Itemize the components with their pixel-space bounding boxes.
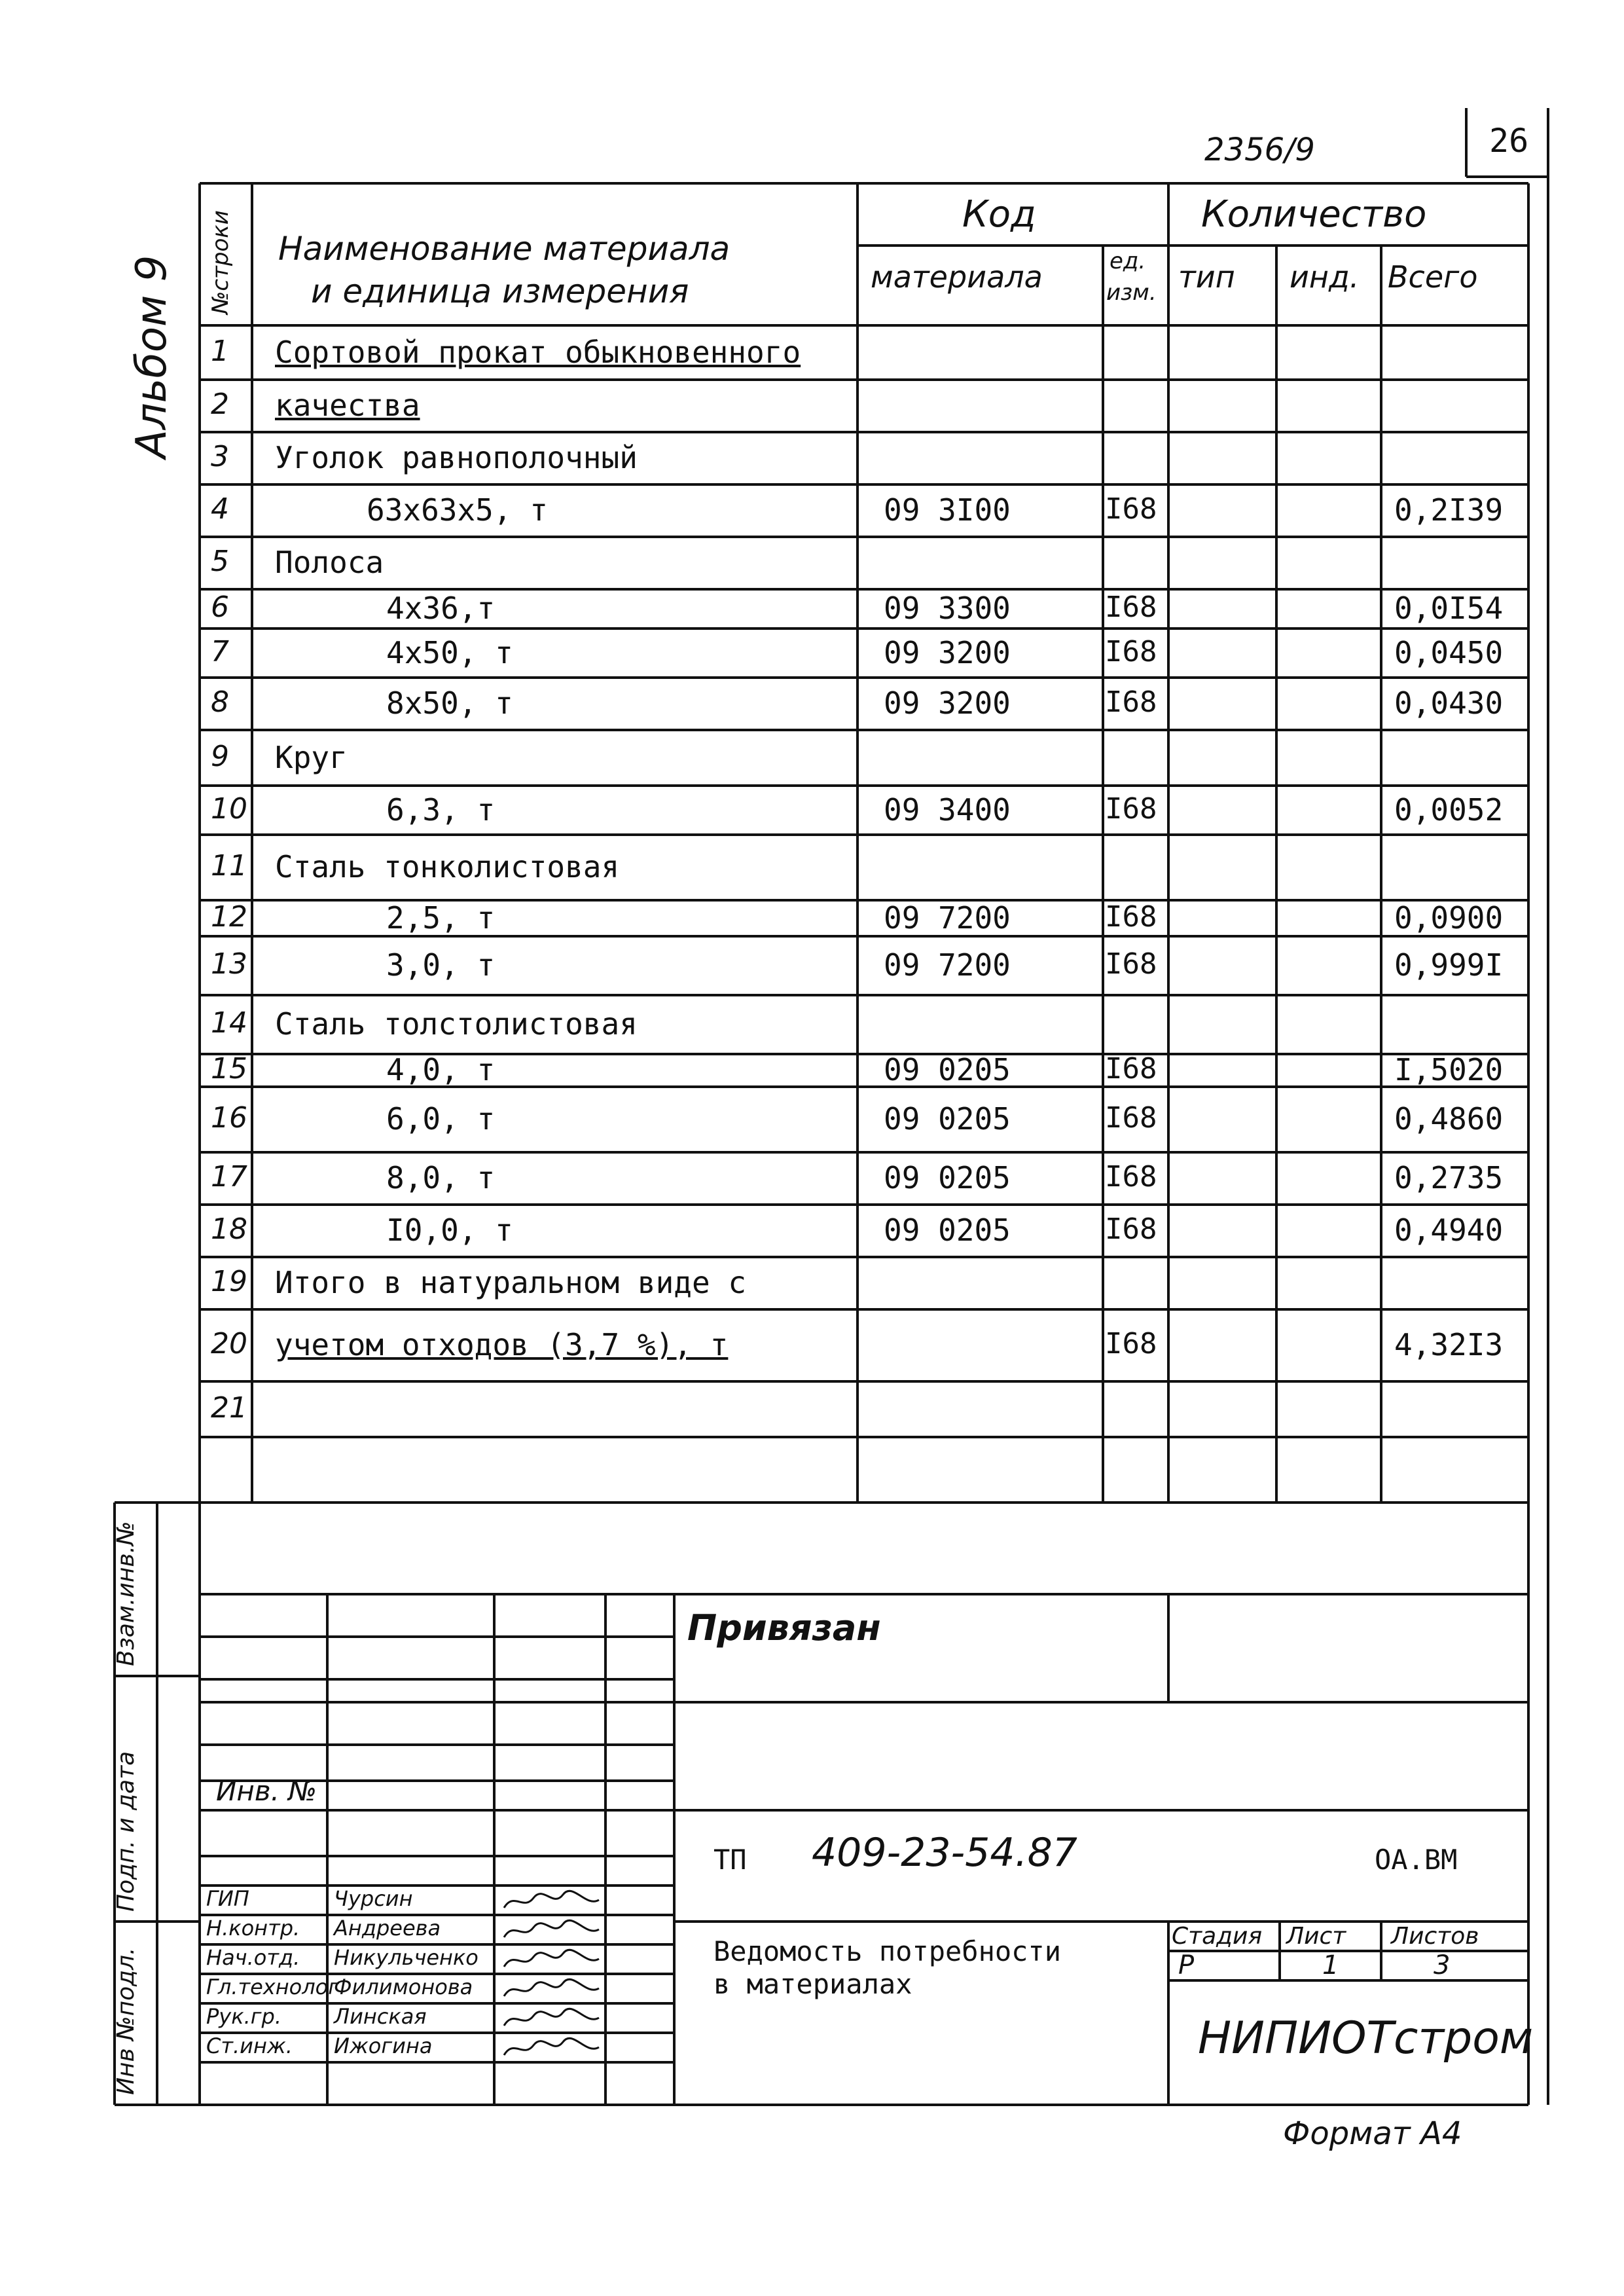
row-number: 11 [211,849,247,883]
unit-code: I68 [1105,1101,1157,1135]
qty-total: 0,4940 [1394,1212,1504,1248]
material-code: 09 0205 [884,1052,1011,1087]
unit-code: I68 [1105,1212,1157,1246]
unit-code: I68 [1105,1327,1157,1360]
header-qty-ind: инд. [1290,259,1360,295]
signature-scribble [501,1947,605,1973]
signatory-name: Андреева [334,1916,441,1941]
material-code: 09 7200 [884,947,1011,983]
privyazan-label: Привязан [687,1607,881,1649]
material-name: учетом отходов (3,7 %), т [275,1327,729,1362]
material-name: 6,0, т [386,1101,496,1137]
unit-code: I68 [1105,1160,1157,1194]
doc-title-line-1: Ведомость потребности [713,1935,1062,1967]
row-number: 13 [211,947,247,981]
doc-code: 2356/9 [1204,132,1315,168]
material-name: 4х50, т [386,634,513,670]
header-qty-total: Всего [1388,259,1478,295]
signatory-name: Линская [334,2004,427,2029]
header-code-group: Код [962,193,1036,236]
material-name: 8х50, т [386,685,513,721]
material-name: 2,5, т [386,900,496,936]
inv-no-label: Инв. № [216,1775,317,1807]
sheets-value: 3 [1434,1950,1451,1980]
material-code: 09 7200 [884,900,1011,936]
unit-code: I68 [1105,1052,1157,1085]
unit-code: I68 [1105,634,1157,668]
material-name: 8,0, т [386,1160,496,1195]
signatory-role: Гл.технолог [206,1975,340,1999]
signatory-name: Филимонова [334,1975,473,1999]
material-code: 09 3I00 [884,492,1011,528]
signatory-name: Чурсин [334,1886,413,1911]
sheet-number: 26 [1489,122,1529,160]
material-code: 09 0205 [884,1212,1011,1248]
signatory-role: ГИП [206,1886,249,1911]
side-label-inv: Инв №подл. [113,1947,139,2095]
designation-prefix: ТП [713,1844,747,1876]
row-number: 12 [211,900,247,934]
material-code: 09 0205 [884,1101,1011,1137]
row-number: 17 [211,1160,247,1194]
header-name-sub: и единица измерения [311,272,689,310]
signature-scribble [501,1977,605,2003]
qty-total: 0,0I54 [1394,591,1504,626]
signatory-role: Рук.гр. [206,2004,282,2029]
material-name: Сталь толстолистовая [275,1006,638,1042]
unit-code: I68 [1105,900,1157,934]
signature-scribble [501,1888,605,1914]
row-number: 18 [211,1212,247,1246]
qty-total: 0,0900 [1394,900,1504,936]
organization: НИПИОТстром [1198,2013,1534,2064]
material-name: Полоса [275,545,384,580]
material-code: 09 3200 [884,685,1011,721]
header-qty-type: тип [1178,259,1235,295]
material-code: 09 3300 [884,591,1011,626]
material-code: 09 3200 [884,634,1011,670]
row-number: 15 [211,1052,247,1085]
side-label-podp: Подп. и дата [113,1751,139,1912]
header-unit-2: изм. [1106,280,1157,306]
album-label: Альбом 9 [128,255,176,458]
qty-total: 0,0052 [1394,792,1504,828]
row-number: 8 [211,685,229,719]
signature-scribble [501,2035,605,2062]
row-number: 1 [211,334,229,368]
signatory-name: Ижогина [334,2033,433,2058]
material-name: Круг [275,739,348,775]
unit-code: I68 [1105,792,1157,826]
header-name: Наименование материала [278,230,731,268]
row-number: 10 [211,792,247,826]
sheet-value: 1 [1322,1950,1339,1980]
row-number: 2 [211,388,229,421]
row-number: 4 [211,492,229,526]
signatory-role: Ст.инж. [206,2033,293,2058]
row-number: 3 [211,440,229,473]
material-name: I0,0, т [386,1212,513,1248]
row-number: 7 [211,634,229,668]
qty-total: 0,4860 [1394,1101,1504,1137]
material-name: Сортовой прокат обыкновенного [275,334,801,370]
header-code-material: материала [871,259,1043,295]
material-name: Уголок равнополочный [275,440,638,475]
signature-scribble [501,1918,605,1944]
material-name: Сталь тонколистовая [275,849,620,884]
signature-scribble [501,2006,605,2032]
material-code: 09 0205 [884,1160,1011,1195]
row-number: 6 [211,591,229,624]
material-name: 6,3, т [386,792,496,828]
material-name: 3,0, т [386,947,496,983]
unit-code: I68 [1105,591,1157,624]
header-row-no: №строки [208,210,234,314]
qty-total: 0,0430 [1394,685,1504,721]
stage-value: Р [1178,1950,1195,1980]
format-label: Формат А4 [1283,2115,1462,2152]
material-name: качества [275,388,420,423]
row-number: 5 [211,545,229,578]
row-number: 20 [211,1327,247,1360]
material-name: Итого в натуральном виде с [275,1265,747,1300]
signatory-role: Нач.отд. [206,1945,300,1970]
unit-code: I68 [1105,492,1157,526]
sheet-header: Лист [1286,1923,1346,1950]
header-unit-1: ед. [1110,248,1146,274]
row-number: 21 [211,1391,247,1425]
designation-suffix: ОА.ВМ [1375,1844,1458,1876]
qty-total: I,5020 [1394,1052,1504,1087]
qty-total: 0,0450 [1394,634,1504,670]
row-number: 14 [211,1006,247,1040]
signatory-role: Н.контр. [206,1916,300,1941]
qty-total: 0,2I39 [1394,492,1504,528]
qty-total: 4,32I3 [1394,1327,1504,1362]
doc-title-line-2: в материалах [713,1968,912,2000]
row-number: 9 [211,739,229,773]
header-qty-group: Количество [1201,193,1427,236]
material-name: 4х36,т [386,591,496,626]
unit-code: I68 [1105,685,1157,719]
row-number: 19 [211,1265,247,1298]
qty-total: 0,2735 [1394,1160,1504,1195]
side-label-vzam: Взам.инв.№ [113,1521,139,1666]
unit-code: I68 [1105,947,1157,981]
material-name: 4,0, т [386,1052,496,1087]
stage-header: Стадия [1172,1923,1263,1950]
signatory-name: Никульченко [334,1945,478,1970]
sheets-header: Листов [1391,1923,1479,1950]
material-name: 63х63х5, т [367,492,548,528]
row-number: 16 [211,1101,247,1135]
material-code: 09 3400 [884,792,1011,828]
qty-total: 0,999I [1394,947,1504,983]
designation: 409-23-54.87 [812,1830,1077,1876]
